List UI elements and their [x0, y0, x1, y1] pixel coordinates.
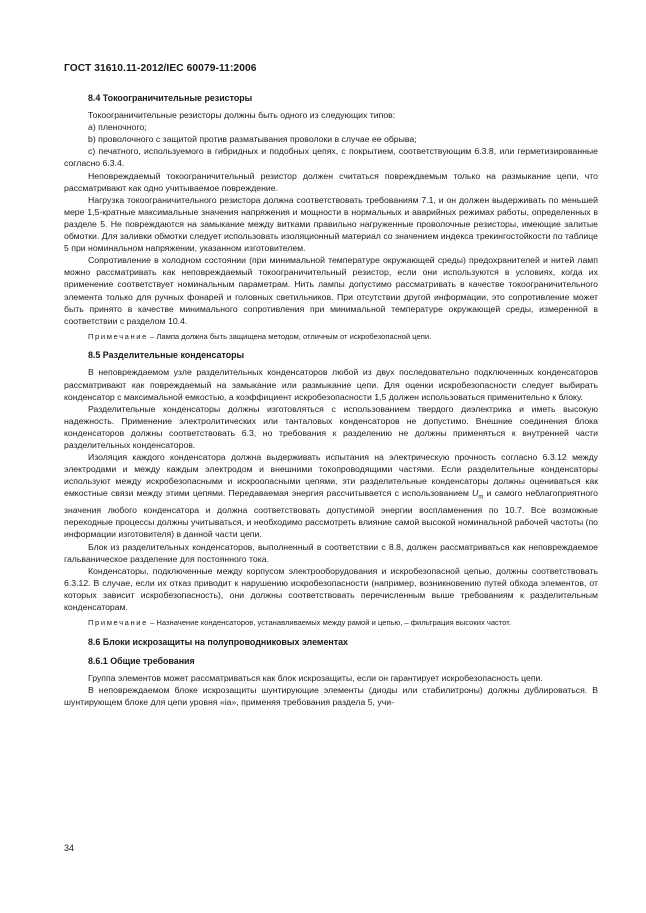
subsection-heading-8-6-1: 8.6.1 Общие требования: [88, 655, 195, 666]
paragraph-text: и самого неблагоприятного значения любого конденсатора и должна соответствовать допустимой энергии воспламенения по 10.7. Все возможные переходные процессы должны учитываться, и необходимо рассмотреть влияние самой высокой номинальной рабочей частоты (по информации изготовителя) в данной части цепи.: [64, 488, 598, 540]
paragraph: В неповреждаемом блоке искрозащиты шунтирующие элементы (диоды или стабилитроны) должны дублироваться. В шунтирующем блоке для цепи уровня «ia», применяя требования раздела 5, учи-: [64, 684, 598, 708]
symbol-u: U: [472, 488, 479, 499]
paragraph: Разделительные конденсаторы должны изготовляться с использованием твердого диэлектрика и иметь высокую надежность. Применение электролитических или танталовых конденсаторов не допустимо. Внешние соединения блока конденсаторов должны соответствовать 6.3, но требования к разделению не должны применяться к внутренней части разделительных конденсаторов.: [64, 403, 598, 451]
paragraph: Токоограничительные резисторы должны быть одного из следующих типов:: [88, 110, 396, 121]
note: [64, 332, 598, 343]
note-text: – Назначение конденсаторов, устанавливаемых между рамой и цепью, – фильтрация высоких частот.: [147, 618, 512, 628]
symbol-subscript: m: [478, 495, 484, 502]
paragraph: [64, 451, 598, 540]
note-text: – Лампа должна быть защищена методом, отличным от искробезопасной цепи.: [147, 331, 432, 341]
list-item: a) пленочного;: [88, 122, 147, 133]
page-body: [64, 92, 598, 708]
paragraph: В неповреждаемом узле разделительных конденсаторов любой из двух последовательно подключенных конденсаторов рассматривают как повреждаемый на замыкание или размыкание цепи. Для оценки искробезопасности следует выбирать конденсатор с максимальной емкостью, а коэффициент искробезопасности 1,5 должен использоваться применительно к блоку.: [64, 367, 598, 402]
list-item: b) проволочного с защитой против разматывания проволоки в случае ее обрыва;: [88, 134, 417, 145]
note-label: Примечание: [88, 331, 148, 341]
note-label: Примечание: [88, 618, 148, 628]
standard-header: ГОСТ 31610.11-2012/IEC 60079-11:2006: [64, 63, 257, 74]
page-number: 34: [64, 843, 75, 853]
list-item: c) печатного, используемого в гибридных и подобных цепях, с покрытием, соответствующим 6.3.8, или герметизированные согласно 6.3.4.: [64, 146, 598, 169]
section-heading-8-5: 8.5 Разделительные конденсаторы: [88, 350, 245, 361]
paragraph: Конденсаторы, подключенные между корпусом электрооборудования и искробезопасной цепью, должны соответствовать 6.3.12. В случае, если их отказ приводит к нарушению искробезопасности (например, возникновению путей обхода элементов, от которых зависит искробезопасность), они должны соответствовать перечисленным выше требованиям к разделительным конденсаторам.: [64, 565, 598, 612]
paragraph: Нагрузка токоограничительного резистора должна соответствовать требованиям 7.1, и он должен выдерживать по меньшей мере 1,5-кратные максимальные значения напряжения и мощности в нормальных и аварийных режимах работы, определенных в разделе 5. Не повреждаются на замыкание между витками правильно нагруженные проволочные резисторы, имеющие залитые обмотки. Для заливки обмотки следует использовать изоляционный материал со значением индекса трекингостойкости по таблице 5 при номинальном напряжении, указанном изготовителем.: [64, 194, 598, 254]
section-heading-8-6: 8.6 Блоки искрозащиты на полупроводниковых элементах: [88, 636, 348, 647]
section-heading-8-4: 8.4 Токоограничительные резисторы: [88, 93, 253, 103]
paragraph-text: Изоляция каждого конденсатора должна выдерживать испытания на электрическую прочность согласно 6.3.12 между электродами и между каждым электродом и внешними токопроводящими частями. Если разделительные конденсаторы используют между искробезопасными и искроопасными цепями, эти разделительные конденсаторы должны оцениваться как емкостные связи между этими цепями. Передаваемая энергия рассчитывается с использованием: [64, 452, 598, 499]
note: [64, 618, 598, 629]
paragraph: Блок из разделительных конденсаторов, выполненный в соответствии с 8.8, должен рассматриваться как неповреждаемое гальваническое разделение для постоянного тока.: [64, 541, 598, 564]
paragraph: Сопротивление в холодном состоянии (при минимальной температуре окружающей среды) предохранителей и нитей ламп можно рассматривать как неповреждаемый токоограничительный резистор, если они используются в условиях, когда их применение соответствует номинальным параметрам. Нить лампы допустимо рассматривать в качестве токоограничительного элемента только для ручных фонарей и головных светильников. При отсутствии другой информации, это сопротивление может быть принято в качестве минимального сопротивления при минимальной температуре окружающей среды, измеренной в соответствии с разделом 10.4.: [64, 255, 598, 326]
paragraph: Неповреждаемый токоограничительный резистор должен считаться повреждаемым только на размыкание цепи, что рассматривают как одно учитываемое повреждение.: [64, 170, 598, 193]
paragraph: Группа элементов может рассматриваться как блок искрозащиты, если он гарантирует искробезопасность цепи.: [88, 672, 543, 683]
